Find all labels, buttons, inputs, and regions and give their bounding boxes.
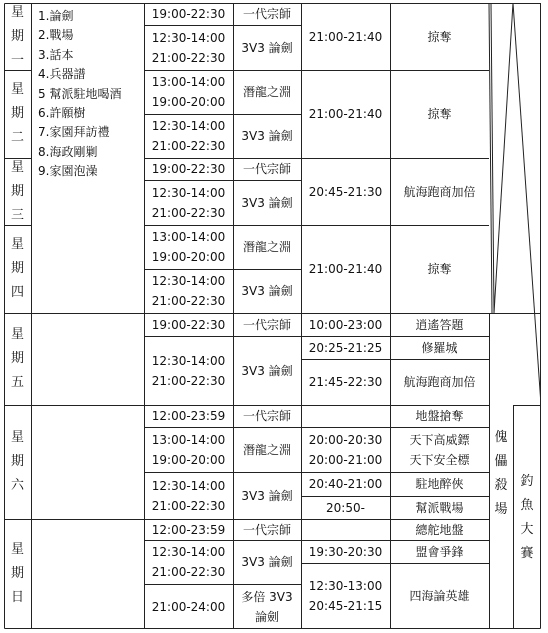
extra-name: 掠奪 bbox=[427, 107, 452, 121]
time-range: 12:00-23:59 bbox=[151, 522, 226, 537]
event-name: 一代宗師 bbox=[242, 162, 292, 176]
extra-time: 21:00-21:40 bbox=[308, 107, 383, 121]
day-label: 星 期 五 bbox=[10, 327, 24, 390]
day-label: 星 期 六 bbox=[10, 430, 24, 493]
extra-name: 盟會爭鋒 bbox=[415, 544, 464, 559]
time-range: 12:30-14:00 bbox=[151, 274, 226, 288]
time-range: 21:00-22:30 bbox=[151, 50, 226, 65]
extra-name: 掠奪 bbox=[427, 29, 452, 44]
time-range: 12:30-14:00 bbox=[151, 119, 226, 133]
day-label: 星 期 二 bbox=[10, 82, 24, 145]
event-name: 3V3 論劍 bbox=[241, 488, 293, 503]
extra-time: 20:00-20:30 bbox=[308, 432, 383, 447]
time-range: 19:00-20:00 bbox=[151, 452, 226, 467]
time-range: 12:30-14:00 bbox=[151, 478, 226, 493]
side-label-fishing: 釣 魚 大 賽 bbox=[520, 474, 534, 561]
extra-name: 地盤搶奪 bbox=[415, 409, 464, 423]
extra-time: 20:00-21:00 bbox=[308, 452, 383, 467]
event-name: 潛龍之淵 bbox=[242, 442, 292, 457]
extra-time: 20:25-21:25 bbox=[308, 340, 383, 355]
event-name: 一代宗師 bbox=[242, 522, 292, 537]
extra-time: 12:30-13:00 bbox=[308, 579, 383, 593]
extra-name: 四海論英雄 bbox=[409, 589, 470, 603]
time-range: 21:00-24:00 bbox=[151, 599, 226, 614]
event-name: 3V3 論劍 bbox=[241, 555, 293, 569]
time-range: 21:00-22:30 bbox=[151, 373, 226, 388]
event-name: 潛龍之淵 bbox=[242, 85, 292, 99]
time-range: 21:00-22:30 bbox=[151, 294, 226, 308]
note-item: 9.家園泡澡 bbox=[38, 164, 98, 179]
extra-time: 10:00-23:00 bbox=[308, 317, 383, 332]
event-name: 一代宗師 bbox=[242, 409, 292, 423]
schedule-table bbox=[4, 3, 541, 629]
time-range: 12:30-14:00 bbox=[151, 185, 226, 200]
extra-name: 總舵地盤 bbox=[415, 522, 464, 537]
time-range: 12:00-23:59 bbox=[151, 409, 226, 423]
note-item: 6.許願樹 bbox=[38, 106, 86, 120]
extra-time: 20:45-21:15 bbox=[308, 599, 383, 613]
time-range: 21:00-22:30 bbox=[151, 139, 226, 153]
time-range: 19:00-20:00 bbox=[151, 250, 226, 264]
time-range: 21:00-22:30 bbox=[151, 205, 226, 220]
extra-time: 20:50- bbox=[326, 500, 365, 515]
extra-name: 航海跑商加倍 bbox=[403, 184, 476, 199]
extra-name: 航海跑商加倍 bbox=[403, 375, 476, 389]
time-range: 13:00-14:00 bbox=[151, 432, 226, 447]
extra-time: 20:40-21:00 bbox=[308, 477, 383, 491]
note-item: 7.家園拜訪禮 bbox=[38, 125, 110, 140]
note-item: 2.戰場 bbox=[38, 28, 74, 43]
extra-time: 21:00-21:40 bbox=[308, 29, 383, 44]
note-item: 5 幫派駐地喝酒 bbox=[38, 86, 122, 101]
day-label: 星 期 四 bbox=[10, 237, 24, 300]
side-label-puppet: 傀 儡 殺 場 bbox=[494, 430, 508, 517]
time-range: 12:30-14:00 bbox=[151, 545, 226, 559]
extra-name: 天下安全標 bbox=[409, 452, 470, 467]
note-item: 4.兵器譜 bbox=[38, 67, 86, 82]
time-range: 19:00-20:00 bbox=[151, 95, 226, 109]
time-range: 19:00-22:30 bbox=[151, 7, 226, 21]
extra-name: 掠奪 bbox=[427, 262, 452, 276]
extra-name: 逍遙答題 bbox=[415, 317, 464, 332]
event-name: 潛龍之淵 bbox=[242, 240, 292, 254]
time-range: 12:30-14:00 bbox=[151, 30, 226, 45]
extra-name: 駐地醉俠 bbox=[415, 477, 464, 491]
extra-time: 21:00-21:40 bbox=[308, 262, 383, 276]
note-item: 3.話本 bbox=[38, 47, 74, 62]
event-name: 論劍 bbox=[254, 609, 280, 624]
time-range: 12:30-14:00 bbox=[151, 353, 226, 368]
time-range: 21:00-22:30 bbox=[151, 565, 226, 579]
event-name: 3V3 論劍 bbox=[241, 40, 293, 55]
event-name: 多倍 3V3 bbox=[241, 589, 293, 604]
event-name: 3V3 論劍 bbox=[241, 195, 293, 210]
day-label: 星 期 日 bbox=[10, 542, 24, 605]
event-name: 3V3 論劍 bbox=[241, 284, 293, 298]
extra-name: 修羅城 bbox=[421, 340, 458, 355]
time-range: 19:00-22:30 bbox=[151, 317, 226, 332]
extra-name: 幫派戰場 bbox=[415, 500, 464, 515]
event-name: 3V3 論劍 bbox=[241, 129, 293, 143]
time-range: 13:00-14:00 bbox=[151, 75, 226, 89]
extra-time: 20:45-21:30 bbox=[308, 184, 383, 199]
time-range: 13:00-14:00 bbox=[151, 230, 226, 244]
event-name: 一代宗師 bbox=[242, 7, 292, 21]
note-item: 8.海政剛剿 bbox=[38, 144, 98, 159]
extra-name: 天下高威鏢 bbox=[409, 432, 470, 447]
time-range: 19:00-22:30 bbox=[151, 162, 226, 176]
day-label: 星 期 三 bbox=[10, 159, 24, 223]
event-name: 一代宗師 bbox=[242, 317, 292, 332]
diag-line bbox=[513, 3, 541, 405]
diag-line bbox=[494, 3, 513, 313]
note-item: 1.論劍 bbox=[38, 9, 74, 23]
extra-time: 19:30-20:30 bbox=[308, 544, 383, 559]
event-name: 3V3 論劍 bbox=[241, 363, 293, 378]
extra-time: 21:45-22:30 bbox=[308, 375, 383, 389]
time-range: 21:00-22:30 bbox=[151, 498, 226, 513]
day-label: 星 期 一 bbox=[10, 4, 24, 68]
